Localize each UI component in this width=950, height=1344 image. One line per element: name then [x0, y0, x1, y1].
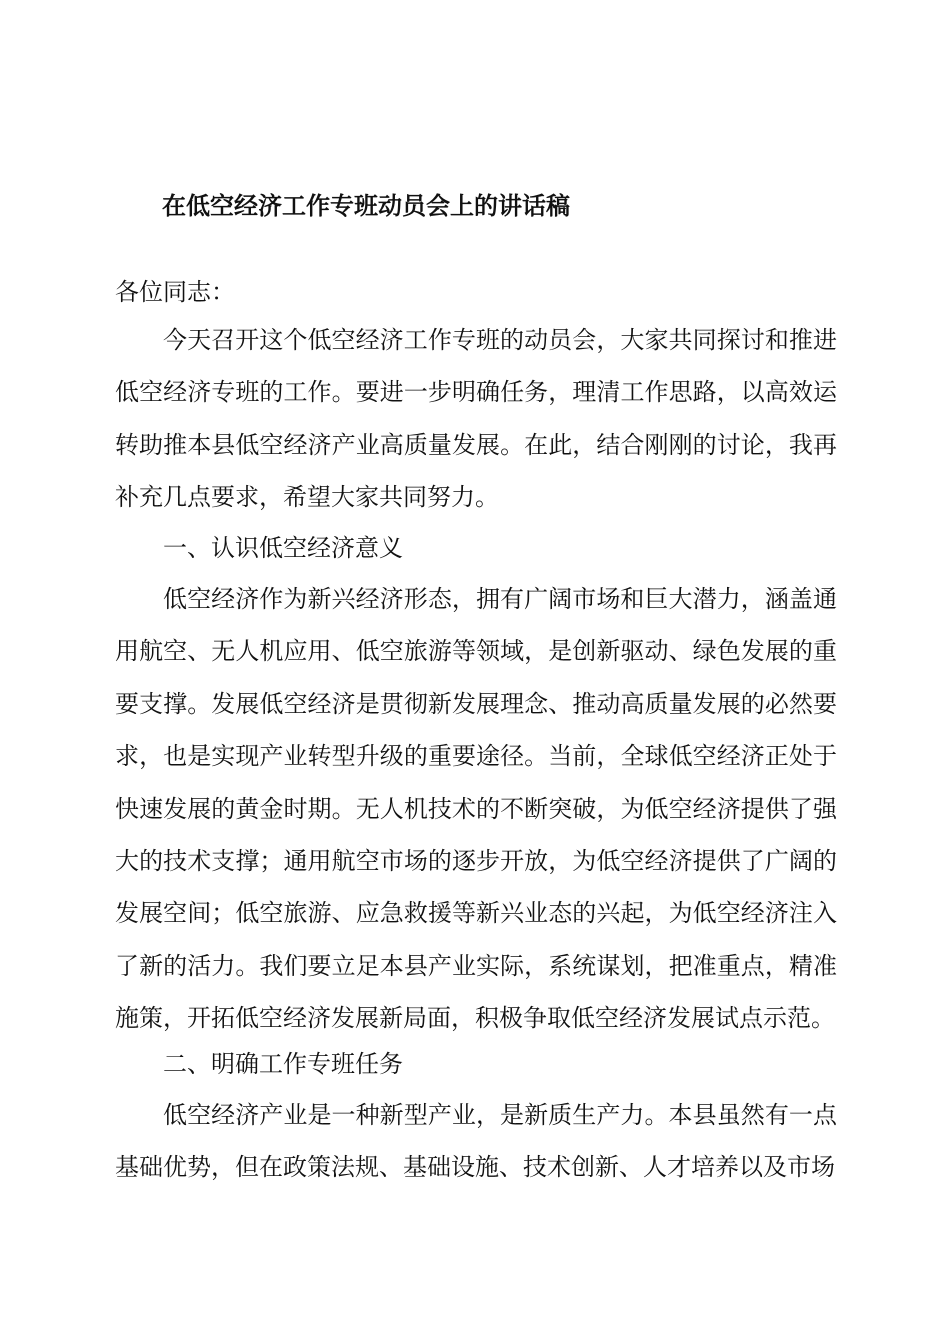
- document-title: 在低空经济工作专班动员会上的讲话稿: [162, 192, 570, 220]
- paragraph-opening: 今天召开这个低空经济工作专班的动员会，大家共同探讨和推进低空经济专班的工作。要进一步明确任务，理清工作思路，以高效运转助推本县低空经济产业高质量发展。在此，结合刚刚的讨论，我再补充几点要求，希望大家共同努力。: [115, 326, 837, 512]
- section-heading-2: 二、明确工作专班任务: [163, 1050, 403, 1078]
- section-heading-1: 一、认识低空经济意义: [163, 534, 403, 562]
- paragraph-tasks: 低空经济产业是一种新型产业，是新质生产力。本县虽然有一点基础优势，但在政策法规、基础设施、技术创新、人才培养以及市场: [115, 1101, 837, 1182]
- salutation: 各位同志：: [115, 278, 235, 306]
- paragraph-significance: 低空经济作为新兴经济形态，拥有广阔市场和巨大潜力，涵盖通用航空、无人机应用、低空旅游等领域，是创新驱动、绿色发展的重要支撑。发展低空经济是贯彻新发展理念、推动高质量发展的必然要求，也是实现产业转型升级的重要途径。当前，全球低空经济正处于快速发展的黄金时期。无人机技术的不断突破，为低空经济提供了强大的技术支撑；通用航空市场的逐步开放，为低空经济提供了广阔的发展空间；低空旅游、应急救援等新兴业态的兴起，为低空经济注入了新的活力。我们要立足本县产业实际，系统谋划，把准重点，精准施策，开拓低空经济发展新局面，积极争取低空经济发展试点示范。: [115, 585, 837, 1033]
